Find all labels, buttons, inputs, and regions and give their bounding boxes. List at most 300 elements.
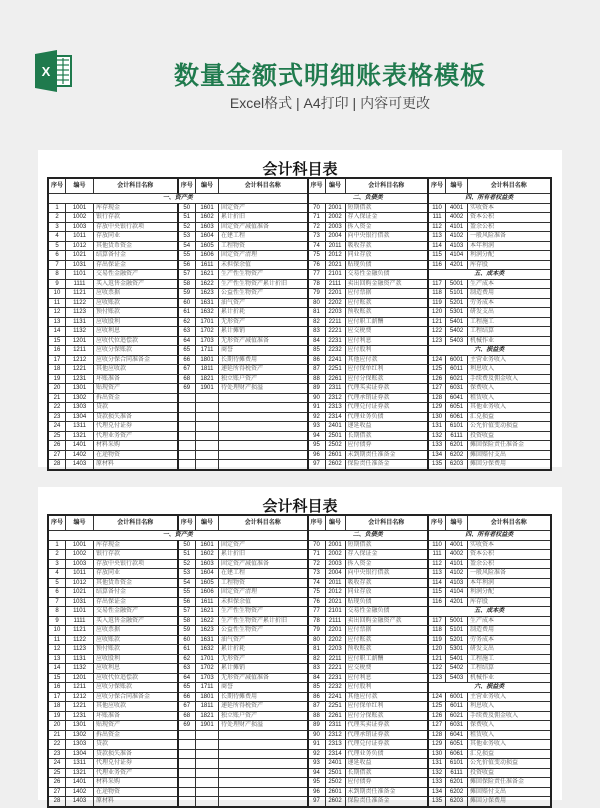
account-code: [196, 422, 219, 432]
account-name: 应收代位追偿款: [94, 336, 178, 346]
account-code: 5201: [446, 298, 468, 308]
account-name: 应付利息: [345, 673, 428, 683]
account-code: [196, 730, 219, 740]
account-seq: 122: [428, 327, 446, 337]
account-name: 原材料: [94, 460, 178, 470]
account-name: 库存现金: [94, 203, 178, 213]
account-seq: 82: [308, 654, 326, 664]
account-name: [219, 441, 308, 451]
account-name: 利润分配: [468, 588, 551, 598]
account-name: 租赁收入: [468, 730, 551, 740]
account-name: 手续费及佣金收入: [468, 374, 551, 384]
account-code: 2502: [325, 441, 345, 451]
table-row: [48, 569, 551, 579]
table-row: [48, 393, 551, 403]
account-name: [219, 740, 308, 750]
account-seq: 61: [178, 645, 196, 655]
account-code: 5101: [446, 626, 468, 636]
account-seq: 122: [428, 664, 446, 674]
column-header-code: 编号: [66, 515, 94, 531]
account-name: 其他应收款: [94, 702, 178, 712]
svg-text:X: X: [41, 64, 51, 79]
account-code: 1605: [196, 578, 219, 588]
account-code: 1632: [196, 645, 219, 655]
sheet-title: 会计科目表: [262, 498, 338, 515]
account-code: 5402: [446, 664, 468, 674]
column-header-name: 会计科目名称: [219, 515, 308, 531]
account-code: 2101: [325, 607, 345, 617]
account-name: [219, 450, 308, 460]
account-code: 1602: [196, 213, 219, 223]
account-code: 2501: [325, 431, 345, 441]
account-code: 5001: [446, 279, 468, 289]
account-name: 代理业务负债: [345, 749, 428, 759]
table-row: [48, 241, 551, 251]
account-name: 存出保证金: [94, 597, 178, 607]
account-code: 6061: [446, 412, 468, 422]
account-name: 代理业务资产: [94, 431, 178, 441]
account-seq: 16: [48, 683, 66, 693]
account-name: 租赁收入: [468, 393, 551, 403]
account-name: 固定资产清理: [219, 588, 308, 598]
account-name: 交易性金融资产: [94, 607, 178, 617]
account-name: 本年利润: [468, 578, 551, 588]
account-code: 2601: [325, 787, 345, 797]
account-name: 银行存款: [94, 213, 178, 223]
account-name: 存出保证金: [94, 260, 178, 270]
account-code: [196, 393, 219, 403]
table-row: [48, 203, 551, 213]
account-name: [219, 393, 308, 403]
section-label-liabilities: 二、负债类: [308, 194, 429, 204]
section-label: 五、成本类: [428, 607, 551, 617]
account-seq: 5: [48, 241, 66, 251]
account-name: 在途物资: [94, 450, 178, 460]
account-name: 投资收益: [468, 431, 551, 441]
account-code: 2251: [325, 702, 345, 712]
account-code: 1604: [196, 232, 219, 242]
account-name: 主营业务收入: [468, 692, 551, 702]
account-seq: 81: [308, 645, 326, 655]
account-seq: 125: [428, 702, 446, 712]
account-code: 1302: [66, 393, 94, 403]
account-code: 6031: [446, 721, 468, 731]
account-seq: 72: [308, 559, 326, 569]
column-header-code: 编号: [446, 178, 468, 194]
account-seq: 92: [308, 749, 326, 759]
account-name: 交易性金融负债: [345, 607, 428, 617]
table-row: [48, 711, 551, 721]
account-seq: 2: [48, 550, 66, 560]
account-code: [196, 787, 219, 797]
account-code: 1603: [196, 222, 219, 232]
account-name: [219, 797, 308, 807]
account-name: 长期待摊费用: [219, 355, 308, 365]
table-row: [48, 460, 551, 470]
account-name: 应交税费: [345, 327, 428, 337]
account-name: 摊回赔付支出: [468, 787, 551, 797]
account-seq: 1: [48, 203, 66, 213]
account-seq: 131: [428, 422, 446, 432]
account-name: 预收账款: [345, 308, 428, 318]
table-row: [48, 317, 551, 327]
account-name: 代理兑付证券: [94, 759, 178, 769]
account-code: 1121: [66, 626, 94, 636]
account-seq: 15: [48, 673, 66, 683]
account-seq: 11: [48, 298, 66, 308]
account-code: 1321: [66, 431, 94, 441]
account-code: 2602: [325, 797, 345, 807]
table-row: [48, 355, 551, 365]
account-code: 1702: [196, 664, 219, 674]
table-row: [48, 374, 551, 384]
account-name: 库存现金: [94, 540, 178, 550]
account-code: 4104: [446, 588, 468, 598]
account-code: 1011: [66, 232, 94, 242]
account-code: 4001: [446, 540, 468, 550]
account-seq: 124: [428, 692, 446, 702]
account-code: 1031: [66, 260, 94, 270]
account-code: 2011: [325, 241, 345, 251]
account-seq: 133: [428, 441, 446, 451]
account-seq: 17: [48, 692, 66, 702]
account-name: 实收资本: [468, 203, 551, 213]
account-name: 预收账款: [345, 645, 428, 655]
section-label-assets: 一、资产类: [48, 531, 308, 541]
account-seq: 51: [178, 550, 196, 560]
account-name: 应收分保账款: [94, 683, 178, 693]
account-name: 摊回分保费用: [468, 460, 551, 470]
section-label-equity: 四、所有者权益类: [428, 531, 551, 541]
account-name: 生产性生物资产: [219, 270, 308, 280]
account-name: 贴现负债: [345, 597, 428, 607]
account-name: 贷款: [94, 403, 178, 413]
section-label: 六、损益类: [428, 346, 551, 356]
account-seq: 128: [428, 393, 446, 403]
account-seq: 14: [48, 327, 66, 337]
account-seq: 56: [178, 260, 196, 270]
account-code: [196, 460, 219, 470]
account-code: 1303: [66, 740, 94, 750]
section-row: [48, 531, 551, 541]
account-name: 代理兑付证券: [94, 422, 178, 432]
account-seq: 90: [308, 730, 326, 740]
account-name: 应收票据: [94, 289, 178, 299]
account-seq: 79: [308, 289, 326, 299]
column-header-code: 编号: [196, 178, 219, 194]
account-seq: 119: [428, 635, 446, 645]
account-name: 盈余公积: [468, 222, 551, 232]
column-header-code: 编号: [325, 178, 345, 194]
account-code: 2231: [325, 673, 345, 683]
account-code: 1121: [66, 289, 94, 299]
account-name: 油气资产: [219, 298, 308, 308]
account-name: 在途物资: [94, 787, 178, 797]
account-seq: [178, 740, 196, 750]
account-name: 应收利息: [94, 327, 178, 337]
account-code: 1621: [196, 270, 219, 280]
account-code: 2312: [325, 730, 345, 740]
account-code: 1131: [66, 654, 94, 664]
account-name: 研发支出: [468, 308, 551, 318]
account-name: 工程结算: [468, 664, 551, 674]
account-code: 1701: [196, 317, 219, 327]
account-name: 原材料: [94, 797, 178, 807]
account-code: 1231: [66, 374, 94, 384]
account-seq: 85: [308, 346, 326, 356]
account-seq: 9: [48, 279, 66, 289]
account-code: 1605: [196, 241, 219, 251]
account-name: 摊回分保费用: [468, 797, 551, 807]
account-code: 1632: [196, 308, 219, 318]
account-name: 短期借款: [345, 540, 428, 550]
account-seq: 57: [178, 607, 196, 617]
account-code: 2502: [325, 778, 345, 788]
account-name: 公益性生物资产: [219, 289, 308, 299]
account-name: 累计折旧: [219, 213, 308, 223]
account-code: 6021: [446, 711, 468, 721]
account-code: 1002: [66, 550, 94, 560]
account-seq: 78: [308, 279, 326, 289]
account-seq: 71: [308, 213, 326, 223]
account-name: 长期待摊费用: [219, 692, 308, 702]
account-seq: 61: [178, 308, 196, 318]
account-name: 在建工程: [219, 232, 308, 242]
table-row: [48, 450, 551, 460]
account-code: 2002: [325, 213, 345, 223]
account-seq: 88: [308, 374, 326, 384]
account-name: 拆入资金: [345, 222, 428, 232]
account-code: 4002: [446, 550, 468, 560]
account-code: 6111: [446, 431, 468, 441]
table-row: [48, 797, 551, 807]
table-row: [48, 213, 551, 223]
account-name: 交易性金融负债: [345, 270, 428, 280]
table-row: [48, 336, 551, 346]
account-code: 1101: [66, 607, 94, 617]
account-name: 代理兑付证券款: [345, 740, 428, 750]
account-name: [219, 431, 308, 441]
account-seq: [178, 460, 196, 470]
account-seq: 69: [178, 721, 196, 731]
account-name: 存放中央银行款项: [94, 222, 178, 232]
account-seq: 69: [178, 384, 196, 394]
account-code: 2011: [325, 578, 345, 588]
account-code: 2111: [325, 279, 345, 289]
account-name: 公允价值变动损益: [468, 422, 551, 432]
account-code: 1403: [66, 797, 94, 807]
table-row: [48, 778, 551, 788]
table-row: [48, 597, 551, 607]
account-seq: 94: [308, 431, 326, 441]
account-code: [196, 403, 219, 413]
account-seq: 70: [308, 203, 326, 213]
account-code: 1221: [66, 702, 94, 712]
account-name: 工程物资: [219, 578, 308, 588]
column-header-name: 会计科目名称: [468, 515, 551, 531]
account-seq: [178, 441, 196, 451]
account-name: 递延所得税资产: [219, 702, 308, 712]
account-seq: 11: [48, 635, 66, 645]
account-seq: 129: [428, 740, 446, 750]
account-name: 机械作业: [468, 673, 551, 683]
account-code: 1402: [66, 787, 94, 797]
table-row: [48, 749, 551, 759]
account-name: 拆出资金: [94, 393, 178, 403]
table-row: [48, 441, 551, 451]
account-seq: 95: [308, 778, 326, 788]
account-seq: 79: [308, 626, 326, 636]
account-name: 坏账准备: [94, 711, 178, 721]
account-seq: [178, 797, 196, 807]
account-seq: [178, 393, 196, 403]
account-seq: [178, 768, 196, 778]
account-code: 1111: [66, 279, 94, 289]
table-row: [48, 384, 551, 394]
account-name: 吸收存款: [345, 241, 428, 251]
account-name: 贷款: [94, 740, 178, 750]
account-code: 6202: [446, 787, 468, 797]
account-seq: 15: [48, 336, 66, 346]
account-name: 生产性生物资产累计折旧: [219, 616, 308, 626]
account-seq: 121: [428, 654, 446, 664]
account-seq: 134: [428, 450, 446, 460]
account-seq: [178, 749, 196, 759]
column-header-seq: 序号: [178, 178, 196, 194]
account-seq: 118: [428, 289, 446, 299]
account-seq: 114: [428, 578, 446, 588]
column-header-seq: 序号: [308, 515, 326, 531]
account-seq: 97: [308, 797, 326, 807]
account-seq: 84: [308, 673, 326, 683]
account-name: 应交税费: [345, 664, 428, 674]
account-code: 6202: [446, 450, 468, 460]
account-seq: 88: [308, 711, 326, 721]
account-name: 待处理财产损溢: [219, 384, 308, 394]
account-seq: 95: [308, 441, 326, 451]
account-seq: 3: [48, 559, 66, 569]
account-name: 一般风险准备: [468, 569, 551, 579]
account-code: 6203: [446, 460, 468, 470]
account-code: 6011: [446, 702, 468, 712]
account-code: 1611: [196, 597, 219, 607]
account-seq: 73: [308, 569, 326, 579]
account-seq: 66: [178, 355, 196, 365]
account-name: 短期借款: [345, 203, 428, 213]
account-name: 累计折旧: [219, 550, 308, 560]
account-name: [219, 422, 308, 432]
account-code: [196, 759, 219, 769]
account-code: 2021: [325, 597, 345, 607]
account-seq: 58: [178, 279, 196, 289]
account-seq: 96: [308, 450, 326, 460]
account-code: 1211: [66, 683, 94, 693]
account-code: 1201: [66, 336, 94, 346]
account-code: 1111: [66, 616, 94, 626]
table-row: [48, 222, 551, 232]
account-code: 1601: [196, 540, 219, 550]
account-code: 1631: [196, 635, 219, 645]
account-seq: 123: [428, 336, 446, 346]
account-name: 在建工程: [219, 569, 308, 579]
account-seq: 54: [178, 241, 196, 251]
account-name: 汇兑损益: [468, 749, 551, 759]
table-row: [48, 768, 551, 778]
account-name: 代理兑付证券款: [345, 403, 428, 413]
account-name: 生产性生物资产: [219, 607, 308, 617]
account-code: 1012: [66, 241, 94, 251]
account-name: 交易性金融资产: [94, 270, 178, 280]
account-name: 无形资产: [219, 654, 308, 664]
account-name: 卖出回购金融资产款: [345, 616, 428, 626]
account-name: 主营业务收入: [468, 355, 551, 365]
table-row: [48, 692, 551, 702]
account-code: 6041: [446, 730, 468, 740]
table-row: [48, 365, 551, 375]
account-name: 应付职工薪酬: [345, 654, 428, 664]
account-name: 拆入资金: [345, 559, 428, 569]
account-seq: 133: [428, 778, 446, 788]
account-name: 买入返售金融资产: [94, 279, 178, 289]
account-name: 应收分保合同准备金: [94, 692, 178, 702]
account-seq: 83: [308, 327, 326, 337]
account-seq: 130: [428, 749, 446, 759]
account-code: 2261: [325, 711, 345, 721]
column-header-name: 会计科目名称: [345, 515, 428, 531]
table-row: [48, 260, 551, 270]
table-row: [48, 635, 551, 645]
sheet-title: 会计科目表: [262, 161, 338, 178]
account-seq: 4: [48, 232, 66, 242]
account-seq: 55: [178, 251, 196, 261]
account-name: 应付分保账款: [345, 711, 428, 721]
account-name: 未到期责任准备金: [345, 450, 428, 460]
account-seq: 53: [178, 232, 196, 242]
account-seq: 110: [428, 540, 446, 550]
sheet-preview-1: [38, 150, 562, 467]
account-code: 4001: [446, 203, 468, 213]
account-code: 1132: [66, 327, 94, 337]
account-seq: 115: [428, 251, 446, 261]
account-seq: 77: [308, 270, 326, 280]
account-code: 1801: [196, 355, 219, 365]
accounts-table: [47, 514, 552, 808]
account-code: 1122: [66, 635, 94, 645]
account-code: 1602: [196, 550, 219, 560]
page-title: 数量金额式明细账表格模板: [173, 62, 486, 90]
account-seq: 94: [308, 768, 326, 778]
account-code: 4103: [446, 578, 468, 588]
account-code: 6203: [446, 797, 468, 807]
account-code: 1622: [196, 616, 219, 626]
account-name: 代理业务资产: [94, 768, 178, 778]
account-code: 5402: [446, 327, 468, 337]
account-name: [219, 460, 308, 470]
account-seq: 127: [428, 721, 446, 731]
account-code: 2004: [325, 569, 345, 579]
table-row: [48, 308, 551, 318]
account-seq: 19: [48, 711, 66, 721]
account-code: 1011: [66, 569, 94, 579]
table-row: [48, 578, 551, 588]
account-code: 5201: [446, 635, 468, 645]
account-seq: 121: [428, 317, 446, 327]
account-seq: 115: [428, 588, 446, 598]
account-code: 6101: [446, 759, 468, 769]
account-name: 卖出回购金融资产款: [345, 279, 428, 289]
account-code: 1003: [66, 559, 94, 569]
account-seq: 113: [428, 569, 446, 579]
